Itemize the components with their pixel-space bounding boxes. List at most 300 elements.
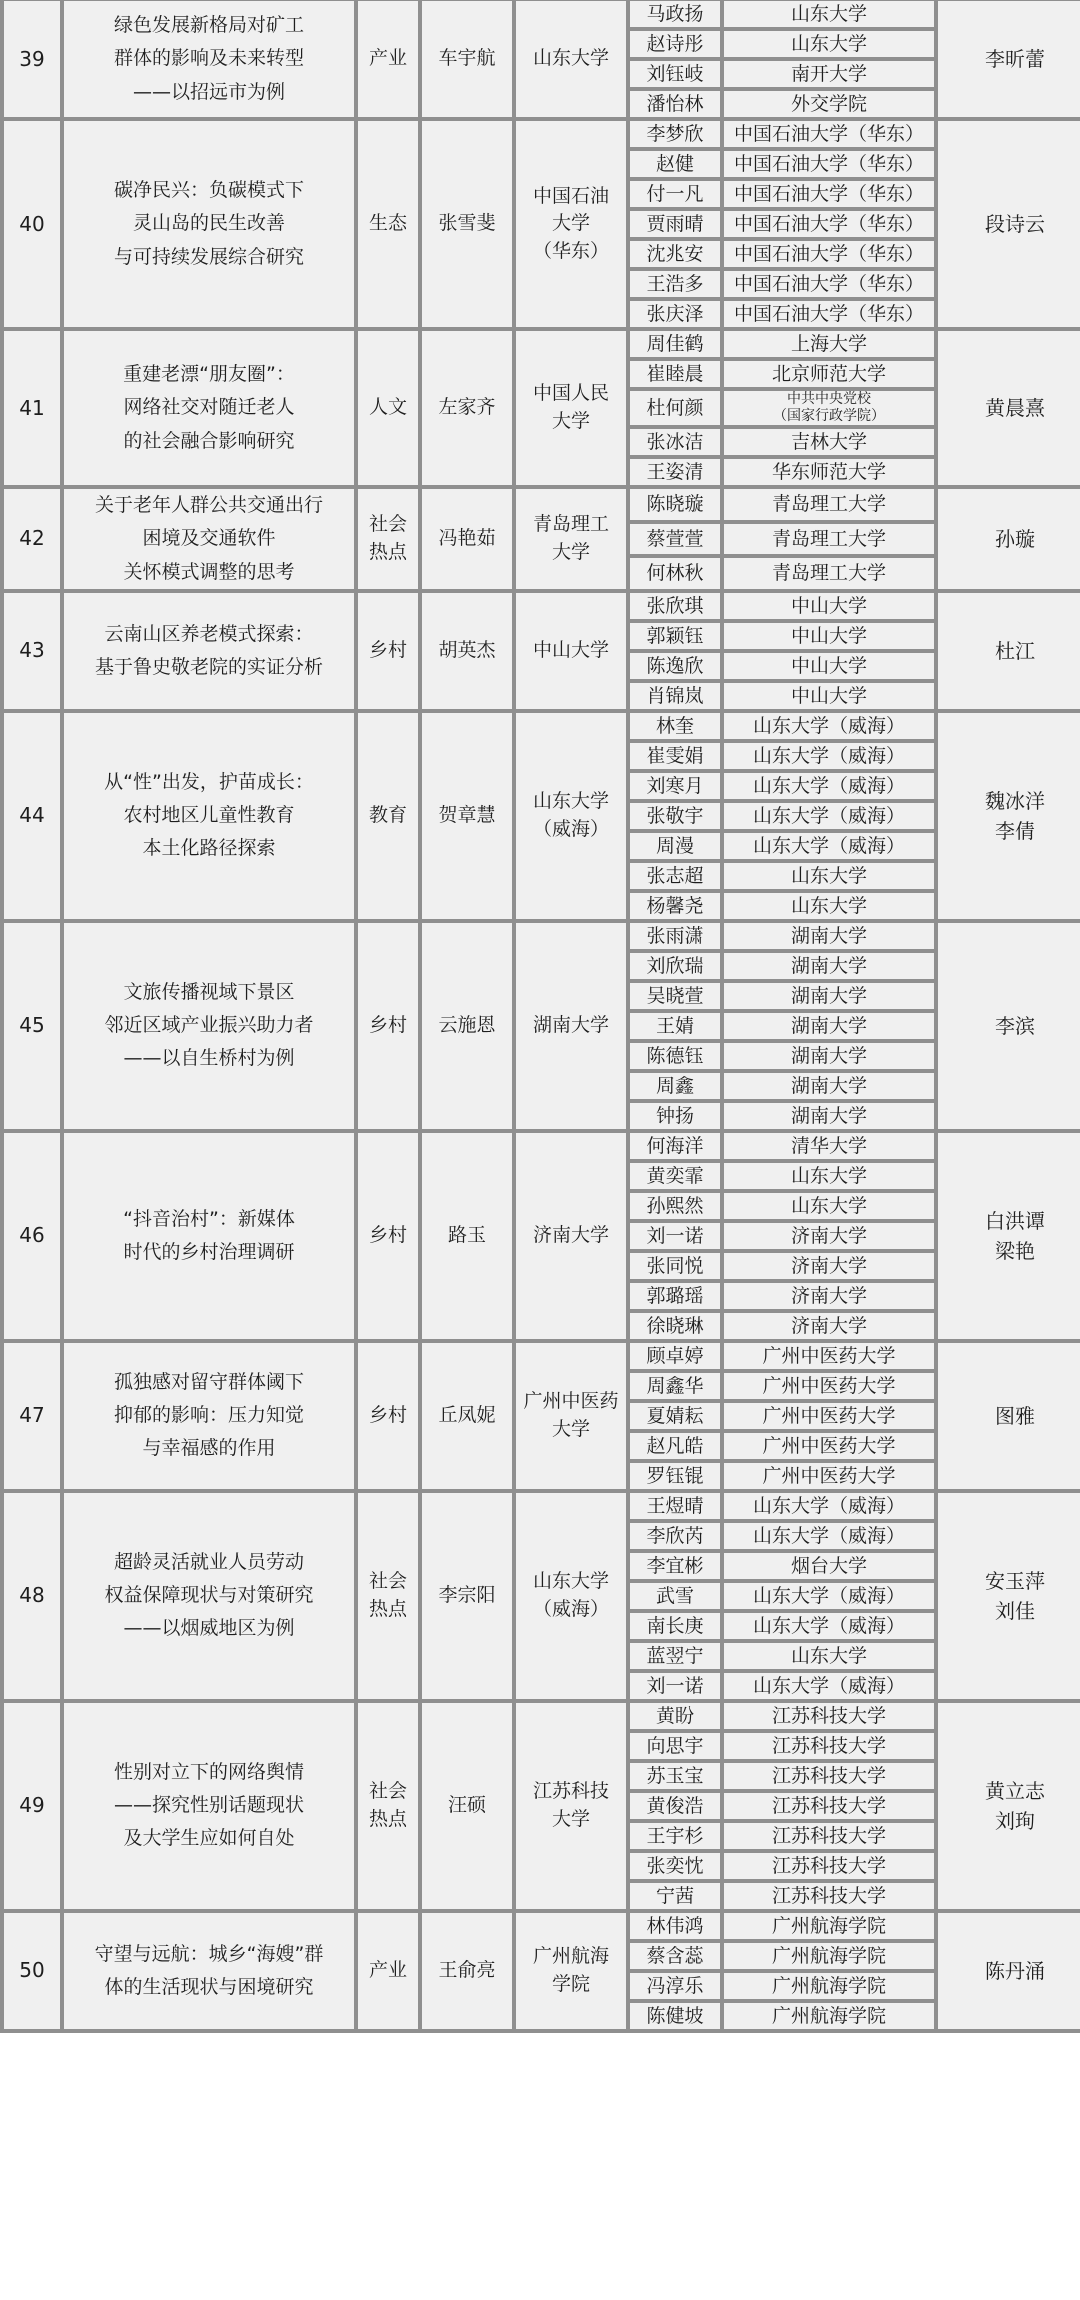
member-school-line: （国家行政学院） (773, 408, 885, 424)
project-advisor-line: 段诗云 (985, 212, 1045, 236)
project-topic-line: 云南山区养老模式探索： (104, 622, 314, 645)
member-school-cell (724, 923, 934, 949)
member-name-cell: 蔡含蕊 (630, 1943, 720, 1969)
member-school-line: 湖南大学 (790, 1104, 867, 1127)
member-name-cell: 李宜彬 (630, 1553, 720, 1579)
project-advisor-line: 刘佳 (995, 1598, 1035, 1623)
leader-school-line: 广州航海 (532, 1945, 609, 1968)
member-school-line: 山东大学（威海） (752, 1584, 905, 1607)
member-name-cell: 王宇杉 (630, 1823, 720, 1849)
project-topic-line: 守望与远航：城乡“海嫂”群 (94, 1942, 324, 1965)
member-name-cell: 王婧 (630, 1013, 720, 1039)
member-school-line: 中国石油大学（华东） (733, 123, 924, 145)
project-topic-line: 碳净民兴：负碳模式下 (113, 179, 304, 202)
project-advisor-line: 黄晨熹 (985, 396, 1045, 420)
leader-school-line: 大学 (551, 410, 590, 432)
member-name-cell: 宁茜 (630, 1883, 720, 1909)
project-category-line: 乡村 (368, 1013, 407, 1036)
member-name-cell: 刘钰岐 (630, 61, 720, 87)
project-category-cell (358, 1703, 418, 1909)
member-school-line: 湖南大学 (790, 984, 867, 1007)
member-school-cell (724, 459, 934, 485)
project-topic-cell (64, 331, 354, 485)
member-school-cell (724, 31, 934, 57)
project-row (4, 923, 1080, 949)
project-topic-cell (64, 1343, 354, 1489)
project-leader-cell: 路玉 (422, 1133, 512, 1339)
member-school-cell (724, 1973, 934, 1999)
project-advisor-cell (938, 1493, 1080, 1699)
member-school-cell (724, 1163, 934, 1189)
project-category-line: 热点 (368, 540, 407, 563)
member-school-line: 江苏科技大学 (771, 1704, 886, 1727)
project-leader-cell: 贺章慧 (422, 713, 512, 919)
leader-school-line: 中国人民 (532, 382, 609, 405)
project-number-cell: 47 (4, 1343, 60, 1489)
member-school-line: 济南大学 (790, 1284, 867, 1307)
project-number-cell: 40 (4, 121, 60, 327)
leader-school-line: 广州中医药 (523, 1390, 619, 1413)
member-school-line: 江苏科技大学 (771, 1794, 886, 1817)
project-leader-cell: 左家齐 (422, 331, 512, 485)
member-name-cell: 黄奕霏 (630, 1163, 720, 1189)
leader-school-line: 山东大学 (532, 790, 609, 813)
member-school-cell (724, 683, 934, 709)
project-number-cell: 49 (4, 1703, 60, 1909)
project-category-cell (358, 1133, 418, 1339)
member-school-line: 山东大学（威海） (752, 1674, 905, 1697)
member-name-cell: 赵健 (630, 151, 720, 177)
project-topic-line: ——以烟威地区为例 (123, 1617, 295, 1640)
project-category-cell (358, 1913, 418, 2029)
member-name-cell: 罗钰锟 (630, 1463, 720, 1489)
member-name-cell: 蓝翌宁 (630, 1643, 720, 1669)
project-category-line: 乡村 (368, 1403, 407, 1426)
member-name-cell: 崔睦晨 (630, 361, 720, 387)
member-school-line: 湖南大学 (790, 1014, 867, 1037)
member-school-cell (724, 1793, 934, 1819)
project-topic-cell (64, 593, 354, 709)
leader-school-cell (516, 593, 626, 709)
member-school-line: 湖南大学 (790, 1044, 867, 1067)
member-school-cell (724, 1733, 934, 1759)
member-name-cell: 崔雯娟 (630, 743, 720, 769)
member-school-cell (724, 1763, 934, 1789)
member-school-cell (724, 1493, 934, 1519)
project-topic-line: 网络社交对随迁老人 (123, 396, 295, 419)
member-school-line: 中山大学 (790, 594, 867, 617)
member-name-cell: 苏玉宝 (630, 1763, 720, 1789)
leader-school-cell (516, 713, 626, 919)
member-school-line: 中山大学 (790, 624, 867, 647)
member-school-cell (724, 91, 934, 117)
member-school-cell (724, 1073, 934, 1099)
member-name-cell: 张雨潇 (630, 923, 720, 949)
project-topic-line: 绿色发展新格局对矿工 (113, 14, 304, 37)
member-name-cell: 付一凡 (630, 181, 720, 207)
leader-school-line: 大学 (551, 540, 590, 563)
project-row (4, 1343, 1080, 1369)
member-school-line: 青岛理工大学 (771, 527, 886, 550)
member-name-cell: 张冰洁 (630, 429, 720, 455)
leader-school-line: 大学 (551, 1807, 590, 1830)
member-name-cell: 张同悦 (630, 1253, 720, 1279)
member-name-cell: 陈晓璇 (630, 489, 720, 520)
project-advisor-line: 黄立志 (985, 1778, 1045, 1803)
member-name-cell: 周漫 (630, 833, 720, 859)
project-topic-line: 灵山岛的民生改善 (132, 212, 285, 235)
leader-school-line: 中国石油 (532, 184, 609, 207)
member-school-cell (724, 773, 934, 799)
project-advisor-cell (938, 121, 1080, 327)
member-name-cell: 王浩多 (630, 271, 720, 297)
member-school-line: 青岛理工大学 (771, 562, 886, 585)
project-topic-line: 关怀模式调整的思考 (123, 560, 295, 583)
member-school-line: 山东大学 (790, 1164, 867, 1187)
member-school-cell (724, 1253, 934, 1279)
project-advisor-line: 白洪谭 (985, 1208, 1045, 1233)
member-school-cell (724, 558, 934, 589)
member-school-cell (724, 1283, 934, 1309)
project-topic-line: ——以招远市为例 (132, 80, 285, 103)
project-category-line: 产业 (368, 47, 407, 70)
project-topic-line: 农村地区儿童性教育 (123, 804, 295, 827)
leader-school-line: 中山大学 (532, 638, 609, 661)
project-topic-line: 文旅传播视域下景区 (123, 980, 295, 1003)
member-school-cell (724, 1463, 934, 1489)
member-school-line: 湖南大学 (790, 1074, 867, 1097)
member-school-cell (724, 1, 934, 27)
member-school-line: 广州航海学院 (771, 1974, 886, 1997)
project-leader-cell: 丘凤妮 (422, 1343, 512, 1489)
project-number-cell: 44 (4, 713, 60, 919)
project-topic-cell (64, 1, 354, 117)
leader-school-cell (516, 121, 626, 327)
project-topic-line: 困境及交通软件 (142, 527, 276, 550)
member-school-cell (724, 1193, 934, 1219)
project-advisor-cell (938, 1913, 1080, 2029)
project-category-line: 热点 (368, 1597, 407, 1620)
project-advisor-line: 李倩 (995, 818, 1035, 843)
project-number-cell: 48 (4, 1493, 60, 1699)
member-school-line: 中国石油大学（华东） (733, 153, 924, 175)
project-row (4, 1703, 1080, 1729)
project-category-line: 产业 (368, 1958, 407, 1981)
project-topic-cell (64, 1133, 354, 1339)
project-category-line: 热点 (368, 1807, 407, 1830)
member-school-cell (724, 1343, 934, 1369)
project-topic-line: 本土化路径探索 (142, 837, 276, 860)
member-school-line: 吉林大学 (790, 431, 867, 453)
member-school-line: 山东大学 (790, 33, 867, 55)
member-school-cell (724, 1613, 934, 1639)
member-school-cell (724, 181, 934, 207)
member-school-cell (724, 1913, 934, 1939)
project-leader-cell: 胡英杰 (422, 593, 512, 709)
project-topic-line: 与可持续发展综合研究 (113, 245, 304, 268)
member-school-cell (724, 1403, 934, 1429)
member-school-cell (724, 1553, 934, 1579)
member-school-line: 山东大学 (790, 3, 867, 25)
member-name-cell: 周鑫华 (630, 1373, 720, 1399)
member-name-cell: 肖锦岚 (630, 683, 720, 709)
member-school-line: 广州中医药大学 (762, 1344, 896, 1367)
project-leader-cell: 车宇航 (422, 1, 512, 117)
leader-school-line: 江苏科技 (532, 1780, 609, 1803)
member-school-cell (724, 1883, 934, 1909)
project-category-line: 社会 (368, 1570, 407, 1593)
project-topic-cell (64, 923, 354, 1129)
member-school-line: 广州航海学院 (771, 1944, 886, 1967)
member-school-line: 江苏科技大学 (771, 1884, 886, 1907)
project-category-cell (358, 331, 418, 485)
project-topic-cell (64, 1703, 354, 1909)
leader-school-cell (516, 1703, 626, 1909)
member-school-line: 南开大学 (790, 63, 867, 85)
project-topic-line: 权益保障现状与对策研究 (104, 1584, 314, 1607)
project-category-line: 社会 (368, 1780, 407, 1803)
project-category-cell (358, 1, 418, 117)
member-school-cell (724, 121, 934, 147)
member-school-line: 中国石油大学（华东） (733, 213, 924, 235)
member-name-cell: 周鑫 (630, 1073, 720, 1099)
project-number-cell: 39 (4, 1, 60, 117)
member-school-line: 中国石油大学（华东） (733, 183, 924, 205)
member-name-cell: 陈健坡 (630, 2003, 720, 2029)
project-topic-line: 基于鲁史敬老院的实证分析 (94, 655, 323, 678)
member-school-cell (724, 1853, 934, 1879)
member-school-line: 中共中央党校 (787, 391, 871, 407)
project-row (4, 1133, 1080, 1159)
project-advisor-line: 李滨 (995, 1013, 1035, 1038)
leader-school-cell (516, 331, 626, 485)
member-school-cell (724, 1313, 934, 1339)
member-name-cell: 李梦欣 (630, 121, 720, 147)
project-topic-line: “抖音治村”：新媒体 (123, 1207, 295, 1230)
member-name-cell: 张志超 (630, 863, 720, 889)
member-name-cell: 黄俊浩 (630, 1793, 720, 1819)
member-school-line: 广州中医药大学 (762, 1434, 896, 1457)
member-name-cell: 赵诗彤 (630, 31, 720, 57)
project-topic-line: 的社会融合影响研究 (123, 429, 295, 452)
member-school-line: 北京师范大学 (771, 363, 886, 385)
project-category-cell (358, 1493, 418, 1699)
member-name-cell: 林奎 (630, 713, 720, 739)
project-topic-line: 性别对立下的网络舆情 (113, 1760, 304, 1783)
project-advisor-line: 梁艳 (995, 1238, 1035, 1263)
project-row (4, 713, 1080, 739)
project-row (4, 593, 1080, 619)
project-category-cell (358, 1343, 418, 1489)
member-school-cell (724, 1523, 934, 1549)
member-name-cell: 杜何颜 (630, 391, 720, 425)
project-number-cell: 41 (4, 331, 60, 485)
member-school-cell (724, 61, 934, 87)
member-school-line: 中山大学 (790, 684, 867, 707)
member-school-cell (724, 1433, 934, 1459)
project-row (4, 1493, 1080, 1519)
project-topic-line: ——探究性别话题现状 (113, 1794, 304, 1817)
project-advisor-line: 孙璇 (995, 526, 1035, 551)
member-school-cell (724, 1583, 934, 1609)
project-topic-line: 体的生活现状与困境研究 (104, 1975, 314, 1998)
project-advisor-cell (938, 923, 1080, 1129)
project-topic-line: 与幸福感的作用 (142, 1437, 276, 1460)
member-school-cell (724, 713, 934, 739)
member-name-cell: 夏婧耘 (630, 1403, 720, 1429)
member-school-cell (724, 953, 934, 979)
project-number-cell: 42 (4, 489, 60, 589)
project-number-cell: 43 (4, 593, 60, 709)
member-school-cell (724, 361, 934, 387)
member-school-cell (724, 893, 934, 919)
member-school-line: 山东大学（威海） (752, 834, 905, 857)
member-name-cell: 郭璐瑶 (630, 1283, 720, 1309)
member-school-cell (724, 1823, 934, 1849)
member-name-cell: 何林秋 (630, 558, 720, 589)
leader-school-line: 山东大学 (532, 1570, 609, 1593)
member-school-line: 山东大学 (790, 1194, 867, 1217)
project-advisor-line: 魏冰洋 (985, 788, 1045, 813)
project-leader-cell: 张雪斐 (422, 121, 512, 327)
project-category-cell (358, 713, 418, 919)
project-topic-line: 邻近区域产业振兴助力者 (104, 1014, 314, 1037)
project-leader-cell: 王俞亮 (422, 1913, 512, 2029)
leader-school-line: （威海） (532, 1597, 609, 1620)
member-name-cell: 孙熙然 (630, 1193, 720, 1219)
member-school-line: 山东大学（威海） (752, 774, 905, 797)
member-name-cell: 贾雨晴 (630, 211, 720, 237)
member-name-cell: 蔡萱萱 (630, 524, 720, 555)
member-school-line: 济南大学 (790, 1314, 867, 1337)
project-topic-line: 时代的乡村治理调研 (123, 1240, 295, 1263)
member-school-line: 济南大学 (790, 1224, 867, 1247)
member-school-line: 中国石油大学（华东） (733, 303, 924, 325)
member-school-line: 湖南大学 (790, 924, 867, 947)
project-advisor-cell (938, 1, 1080, 117)
member-name-cell: 钟扬 (630, 1103, 720, 1129)
member-name-cell: 赵凡皓 (630, 1433, 720, 1459)
member-school-cell (724, 1703, 934, 1729)
member-school-cell (724, 241, 934, 267)
member-school-line: 湖南大学 (790, 954, 867, 977)
member-school-line: 江苏科技大学 (771, 1734, 886, 1757)
project-category-cell (358, 121, 418, 327)
project-topic-line: 及大学生应如何自处 (123, 1827, 295, 1850)
member-school-cell (724, 524, 934, 555)
project-table-body (4, 1, 1080, 2029)
member-name-cell: 林伟鸿 (630, 1913, 720, 1939)
project-leader-cell: 冯艳茹 (422, 489, 512, 589)
project-category-cell (358, 593, 418, 709)
member-name-cell: 徐晓琳 (630, 1313, 720, 1339)
leader-school-cell (516, 1493, 626, 1699)
member-school-cell (724, 1643, 934, 1669)
project-number-cell: 46 (4, 1133, 60, 1339)
member-school-cell (724, 803, 934, 829)
member-school-line: 外交学院 (790, 93, 867, 115)
project-leader-cell: 李宗阳 (422, 1493, 512, 1699)
project-advisor-cell (938, 1133, 1080, 1339)
member-school-cell (724, 1103, 934, 1129)
member-name-cell: 刘欣瑞 (630, 953, 720, 979)
member-name-cell: 刘一诺 (630, 1223, 720, 1249)
member-school-cell (724, 983, 934, 1009)
project-row (4, 489, 1080, 520)
member-school-line: 广州航海学院 (771, 2004, 886, 2027)
member-name-cell: 王姿清 (630, 459, 720, 485)
member-school-line: 中国石油大学（华东） (733, 273, 924, 295)
project-topic-cell (64, 489, 354, 589)
member-school-cell (724, 1373, 934, 1399)
leader-school-line: 湖南大学 (532, 1013, 609, 1036)
leader-school-line: 学院 (551, 1972, 590, 1995)
member-school-cell (724, 1943, 934, 1969)
leader-school-line: 大学 (551, 1417, 590, 1440)
member-name-cell: 冯淳乐 (630, 1973, 720, 1999)
member-school-cell (724, 391, 934, 425)
project-topic-cell (64, 713, 354, 919)
project-row (4, 331, 1080, 357)
project-category-cell (358, 489, 418, 589)
member-name-cell: 王煜晴 (630, 1493, 720, 1519)
project-advisor-cell (938, 713, 1080, 919)
project-category-line: 乡村 (368, 638, 407, 661)
project-topic-cell (64, 1913, 354, 2029)
member-school-cell (724, 2003, 934, 2029)
project-row (4, 121, 1080, 147)
member-name-cell: 张奕忱 (630, 1853, 720, 1879)
member-school-cell (724, 1013, 934, 1039)
project-category-line: 教育 (368, 803, 407, 826)
member-name-cell: 李欣芮 (630, 1523, 720, 1549)
member-school-line: 江苏科技大学 (771, 1854, 886, 1877)
leader-school-line: （威海） (532, 817, 609, 840)
project-topic-cell (64, 1493, 354, 1699)
member-school-cell (724, 1673, 934, 1699)
project-topic-line: 孤独感对留守群体阈下 (113, 1370, 304, 1393)
member-school-line: 山东大学（威海） (752, 804, 905, 827)
leader-school-line: （华东） (532, 239, 609, 262)
member-school-cell (724, 623, 934, 649)
project-topic-line: 超龄灵活就业人员劳动 (113, 1550, 304, 1573)
member-name-cell: 向思宇 (630, 1733, 720, 1759)
member-school-line: 江苏科技大学 (771, 1824, 886, 1847)
project-advisor-cell (938, 1703, 1080, 1909)
project-category-cell (358, 923, 418, 1129)
member-school-line: 山东大学 (790, 894, 867, 917)
leader-school-line: 济南大学 (532, 1223, 609, 1246)
project-topic-line: 抑郁的影响：压力知觉 (113, 1404, 304, 1427)
project-category-line: 人文 (368, 396, 407, 419)
member-name-cell: 刘一诺 (630, 1673, 720, 1699)
member-school-line: 烟台大学 (790, 1554, 867, 1577)
member-school-line: 山东大学（威海） (752, 1614, 905, 1637)
member-school-line: 青岛理工大学 (771, 493, 886, 516)
member-school-cell (724, 1223, 934, 1249)
project-advisor-line: 刘珣 (995, 1808, 1035, 1833)
leader-school-cell (516, 1343, 626, 1489)
member-name-cell: 张敬宇 (630, 803, 720, 829)
member-school-line: 山东大学（威海） (752, 714, 905, 737)
member-school-line: 中山大学 (790, 654, 867, 677)
member-name-cell: 陈逸欣 (630, 653, 720, 679)
member-school-cell (724, 833, 934, 859)
project-category-line: 乡村 (368, 1223, 407, 1246)
project-topic-line: 从“性”出发，护苗成长： (104, 770, 314, 793)
project-advisor-line: 陈丹涌 (985, 1958, 1045, 1983)
member-school-line: 山东大学 (790, 1644, 867, 1667)
